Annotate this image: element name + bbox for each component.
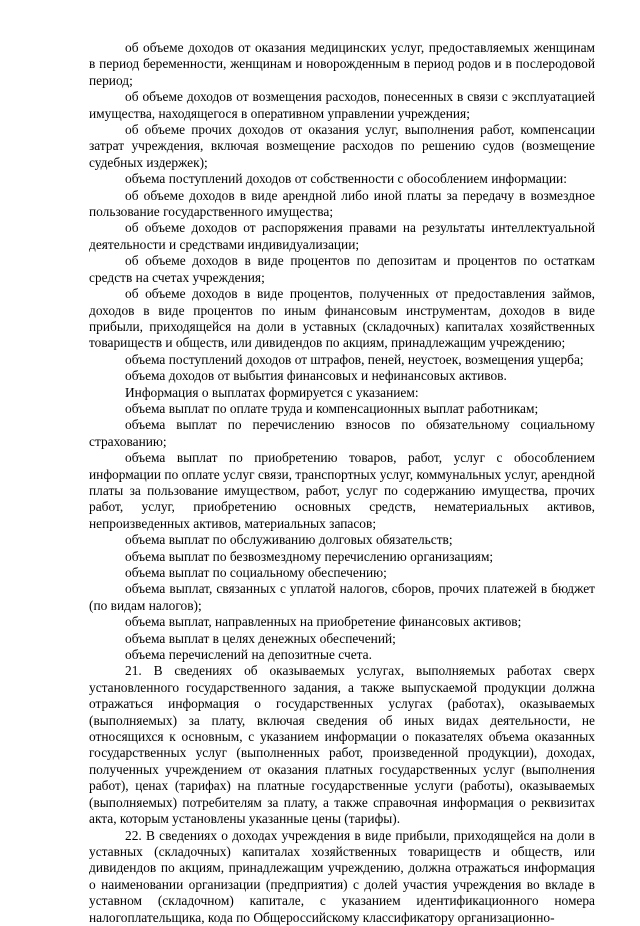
document-body (89, 40, 595, 926)
paragraph-21: объема перечислений на депозитные счета. (125, 647, 372, 663)
paragraph-18: объема выплат, связанных с уплатой налогов, сборов, прочих платежей в бюджет (по видам налогов); (89, 581, 595, 613)
paragraph-1: об объеме доходов от оказания медицинских услуг, предоставляемых женщинам в период беременности, женщинам и новорожденным в период родов и в послеродовой период; (89, 40, 595, 88)
paragraph-7: об объеме доходов в виде процентов по депозитам и процентов по остаткам средств на счетах учреждения; (89, 253, 595, 285)
paragraph-20: объема выплат в целях денежных обеспечений; (125, 630, 396, 646)
paragraph-22: 21. В сведениях об оказываемых услугах, выполняемых работах сверх установленного государственного задания, а также выпускаемой продукции должна отражаться информация о государственных услугах (работах), оказываемых (выполняемых) за плату, включая сведения об иных видах деятельности, не относящихся к основным, с указанием информации о показателях объема оказанных государственных услуг (выполненных работ, произведенной продукции), доходах, полученных учреждением от оказания платных государственных услуг (выполнения работ), ценах (тарифах) на платные государственные услуги (работы), оказываемых (выполняемых) потребителям за плату, а также справочная информация о реквизитах акта, которым установлены указанные цены (тарифы). (89, 663, 595, 827)
paragraph-5: об объеме доходов в виде арендной либо иной платы за передачу в возмездное пользование государственного имущества; (89, 187, 595, 220)
paragraph-9: объема поступлений доходов от штрафов, пеней, неустоек, возмещения ущерба; (125, 351, 584, 367)
paragraph-3: об объеме прочих доходов от оказания услуг, выполнения работ, компенсации затрат учреждения, включая возмещение расходов по решению судов (возмещение судебных издержек); (89, 122, 595, 170)
paragraph-13: объема выплат по перечислению взносов по обязательному социальному страхованию; (89, 417, 595, 449)
paragraph-2: об объеме доходов от возмещения расходов, понесенных в связи с эксплуатацией имущества, находящегося в оперативном управлении учреждения; (89, 89, 595, 121)
paragraph-12: объема выплат по оплате труда и компенсационных выплат работникам; (125, 400, 539, 416)
paragraph-10: объема доходов от выбытия финансовых и нефинансовых активов. (125, 368, 507, 384)
paragraph-11: Информация о выплатах формируется с указанием: (125, 384, 419, 400)
paragraph-6: об объеме доходов от распоряжения правами на результаты интеллектуальной деятельности и средствами индивидуализации; (89, 220, 595, 252)
paragraph-17: объема выплат по социальному обеспечению; (125, 565, 387, 580)
paragraph-4: объема поступлений доходов от собственности с обособлением информации: (125, 171, 567, 187)
paragraph-14: объема выплат по приобретению товаров, работ, услуг с обособлением информации по оплате услуг связи, транспортных услуг, коммунальных услуг, арендной платы за пользование имуществом, работ, услуг по содержанию имущества, прочих работ, услуг, приобретению основных средств, нематериальных активов, непроизведенных активов, материальных запасов; (89, 450, 595, 531)
paragraph-23: 22. В сведениях о доходах учреждения в виде прибыли, приходящейся на доли в уставных (складочных) капиталах хозяйственных товариществ и обществ, или дивидендов по акциям, принадлежащим учреждению, должна отражаться информация о наименовании организации (предприятия) с долей участия учреждения во вкладе в уставном (складочном) капитале, с указанием идентификационного номера налогоплательщика, кода по Общероссийскому классификатору организационно- (89, 827, 595, 925)
paragraph-8: об объеме доходов в виде процентов, полученных от предоставления займов, доходов в виде процентов по иным финансовым инструментам, доходов в виде прибыли, приходящейся на доли в уставных (складочных) капиталах хозяйственных товариществ и обществ, или дивидендов по акциям, принадлежащим учреждению; (89, 286, 595, 351)
paragraph-16: объема выплат по безвозмездному перечислению организациям; (125, 548, 494, 564)
paragraph-15: объема выплат по обслуживанию долговых обязательств; (125, 532, 453, 548)
paragraph-19: объема выплат, направленных на приобретение финансовых активов; (125, 614, 522, 630)
